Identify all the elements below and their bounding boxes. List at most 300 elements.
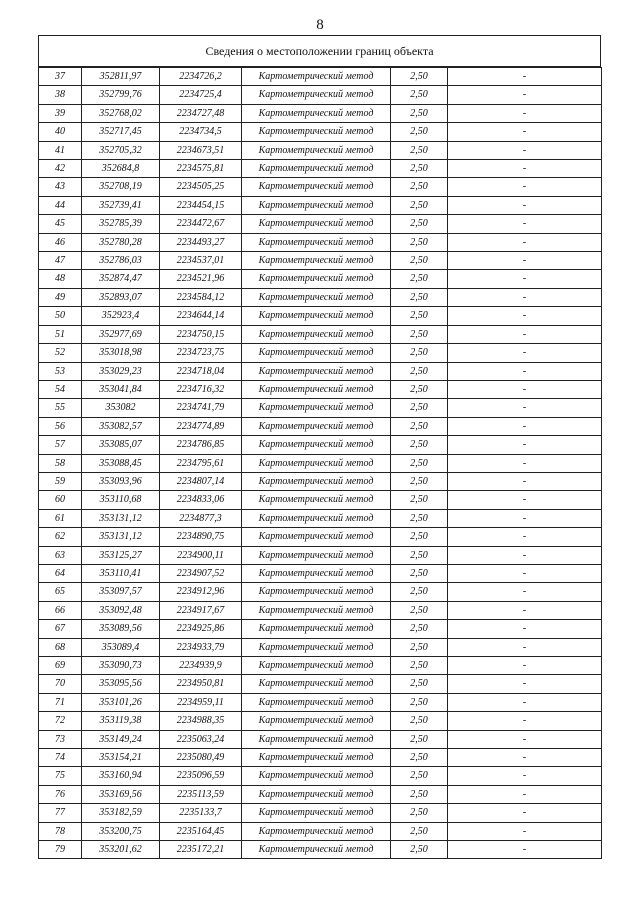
x-coordinate-cell: 353097,57 <box>82 583 160 601</box>
x-coordinate-cell: 352739,41 <box>82 196 160 214</box>
method-cell: Картометрический метод <box>242 472 391 490</box>
accuracy-cell: 2,50 <box>391 546 448 564</box>
x-coordinate-cell: 352811,97 <box>82 68 160 86</box>
description-cell: - <box>448 472 602 490</box>
description-cell: - <box>448 362 602 380</box>
table-row <box>39 215 602 233</box>
point-number-cell: 72 <box>39 712 82 730</box>
description-cell: - <box>448 638 602 656</box>
y-coordinate-cell: 2234900,11 <box>160 546 242 564</box>
table-row <box>39 693 602 711</box>
y-coordinate-cell: 2234933,79 <box>160 638 242 656</box>
accuracy-cell: 2,50 <box>391 160 448 178</box>
y-coordinate-cell: 2235113,59 <box>160 785 242 803</box>
method-cell: Картометрический метод <box>242 675 391 693</box>
description-cell: - <box>448 307 602 325</box>
description-cell: - <box>448 399 602 417</box>
y-coordinate-cell: 2234786,85 <box>160 436 242 454</box>
point-number-cell: 67 <box>39 620 82 638</box>
y-coordinate-cell: 2235133,7 <box>160 804 242 822</box>
y-coordinate-cell: 2234877,3 <box>160 509 242 527</box>
x-coordinate-cell: 353131,12 <box>82 509 160 527</box>
description-cell: - <box>448 730 602 748</box>
point-number-cell: 61 <box>39 509 82 527</box>
method-cell: Картометрический метод <box>242 344 391 362</box>
table-row <box>39 68 602 86</box>
y-coordinate-cell: 2235164,45 <box>160 822 242 840</box>
accuracy-cell: 2,50 <box>391 307 448 325</box>
description-cell: - <box>448 160 602 178</box>
table-row <box>39 141 602 159</box>
point-number-cell: 70 <box>39 675 82 693</box>
table-row <box>39 417 602 435</box>
accuracy-cell: 2,50 <box>391 270 448 288</box>
point-number-cell: 74 <box>39 749 82 767</box>
point-number-cell: 51 <box>39 325 82 343</box>
method-cell: Картометрический метод <box>242 380 391 398</box>
y-coordinate-cell: 2234673,51 <box>160 141 242 159</box>
method-cell: Картометрический метод <box>242 104 391 122</box>
accuracy-cell: 2,50 <box>391 362 448 380</box>
y-coordinate-cell: 2234734,5 <box>160 123 242 141</box>
point-number-cell: 77 <box>39 804 82 822</box>
method-cell: Картометрический метод <box>242 785 391 803</box>
method-cell: Картометрический метод <box>242 564 391 582</box>
table-row <box>39 675 602 693</box>
description-cell: - <box>448 546 602 564</box>
y-coordinate-cell: 2235096,59 <box>160 767 242 785</box>
accuracy-cell: 2,50 <box>391 417 448 435</box>
accuracy-cell: 2,50 <box>391 693 448 711</box>
y-coordinate-cell: 2234950,81 <box>160 675 242 693</box>
y-coordinate-cell: 2234718,04 <box>160 362 242 380</box>
x-coordinate-cell: 352799,76 <box>82 86 160 104</box>
x-coordinate-cell: 352684,8 <box>82 160 160 178</box>
method-cell: Картометрический метод <box>242 749 391 767</box>
y-coordinate-cell: 2234807,14 <box>160 472 242 490</box>
x-coordinate-cell: 353041,84 <box>82 380 160 398</box>
table-title: Сведения о местоположении границ объекта <box>38 35 601 67</box>
method-cell: Картометрический метод <box>242 270 391 288</box>
description-cell: - <box>448 841 602 859</box>
accuracy-cell: 2,50 <box>391 749 448 767</box>
accuracy-cell: 2,50 <box>391 564 448 582</box>
accuracy-cell: 2,50 <box>391 325 448 343</box>
point-number-cell: 66 <box>39 601 82 619</box>
table-row <box>39 601 602 619</box>
description-cell: - <box>448 454 602 472</box>
table-row <box>39 749 602 767</box>
point-number-cell: 64 <box>39 564 82 582</box>
accuracy-cell: 2,50 <box>391 104 448 122</box>
x-coordinate-cell: 353088,45 <box>82 454 160 472</box>
method-cell: Картометрический метод <box>242 417 391 435</box>
table-row <box>39 178 602 196</box>
table-row <box>39 491 602 509</box>
y-coordinate-cell: 2234575,81 <box>160 160 242 178</box>
point-number-cell: 40 <box>39 123 82 141</box>
method-cell: Картометрический метод <box>242 583 391 601</box>
method-cell: Картометрический метод <box>242 160 391 178</box>
point-number-cell: 63 <box>39 546 82 564</box>
method-cell: Картометрический метод <box>242 546 391 564</box>
accuracy-cell: 2,50 <box>391 380 448 398</box>
point-number-cell: 57 <box>39 436 82 454</box>
y-coordinate-cell: 2234833,06 <box>160 491 242 509</box>
x-coordinate-cell: 353089,56 <box>82 620 160 638</box>
method-cell: Картометрический метод <box>242 233 391 251</box>
y-coordinate-cell: 2234727,48 <box>160 104 242 122</box>
method-cell: Картометрический метод <box>242 491 391 509</box>
y-coordinate-cell: 2234537,01 <box>160 252 242 270</box>
accuracy-cell: 2,50 <box>391 528 448 546</box>
point-number-cell: 79 <box>39 841 82 859</box>
method-cell: Картометрический метод <box>242 822 391 840</box>
table-row <box>39 196 602 214</box>
point-number-cell: 71 <box>39 693 82 711</box>
boundary-table <box>38 67 602 859</box>
x-coordinate-cell: 353018,98 <box>82 344 160 362</box>
accuracy-cell: 2,50 <box>391 288 448 306</box>
point-number-cell: 62 <box>39 528 82 546</box>
method-cell: Картометрический метод <box>242 252 391 270</box>
description-cell: - <box>448 564 602 582</box>
point-number-cell: 41 <box>39 141 82 159</box>
description-cell: - <box>448 104 602 122</box>
method-cell: Картометрический метод <box>242 509 391 527</box>
x-coordinate-cell: 353082,57 <box>82 417 160 435</box>
accuracy-cell: 2,50 <box>391 712 448 730</box>
accuracy-cell: 2,50 <box>391 601 448 619</box>
y-coordinate-cell: 2234716,32 <box>160 380 242 398</box>
method-cell: Картометрический метод <box>242 601 391 619</box>
table-row <box>39 399 602 417</box>
x-coordinate-cell: 353125,27 <box>82 546 160 564</box>
accuracy-cell: 2,50 <box>391 638 448 656</box>
description-cell: - <box>448 491 602 509</box>
description-cell: - <box>448 288 602 306</box>
table-row <box>39 657 602 675</box>
method-cell: Картометрический метод <box>242 638 391 656</box>
x-coordinate-cell: 352785,39 <box>82 215 160 233</box>
x-coordinate-cell: 352893,07 <box>82 288 160 306</box>
description-cell: - <box>448 601 602 619</box>
point-number-cell: 55 <box>39 399 82 417</box>
point-number-cell: 50 <box>39 307 82 325</box>
method-cell: Картометрический метод <box>242 288 391 306</box>
x-coordinate-cell: 353082 <box>82 399 160 417</box>
x-coordinate-cell: 353110,68 <box>82 491 160 509</box>
table-row <box>39 436 602 454</box>
page-number: 8 <box>316 17 324 33</box>
point-number-cell: 45 <box>39 215 82 233</box>
x-coordinate-cell: 353182,59 <box>82 804 160 822</box>
method-cell: Картометрический метод <box>242 399 391 417</box>
x-coordinate-cell: 353090,73 <box>82 657 160 675</box>
point-number-cell: 73 <box>39 730 82 748</box>
table-row <box>39 583 602 601</box>
table-row <box>39 380 602 398</box>
x-coordinate-cell: 353169,56 <box>82 785 160 803</box>
x-coordinate-cell: 352780,28 <box>82 233 160 251</box>
table-row <box>39 454 602 472</box>
point-number-cell: 56 <box>39 417 82 435</box>
accuracy-cell: 2,50 <box>391 215 448 233</box>
accuracy-cell: 2,50 <box>391 675 448 693</box>
point-number-cell: 44 <box>39 196 82 214</box>
accuracy-cell: 2,50 <box>391 68 448 86</box>
y-coordinate-cell: 2234912,96 <box>160 583 242 601</box>
y-coordinate-cell: 2234959,11 <box>160 693 242 711</box>
point-number-cell: 58 <box>39 454 82 472</box>
accuracy-cell: 2,50 <box>391 620 448 638</box>
accuracy-cell: 2,50 <box>391 344 448 362</box>
description-cell: - <box>448 675 602 693</box>
table-row <box>39 270 602 288</box>
description-cell: - <box>448 344 602 362</box>
table-row <box>39 307 602 325</box>
y-coordinate-cell: 2234584,12 <box>160 288 242 306</box>
description-cell: - <box>448 215 602 233</box>
x-coordinate-cell: 352705,32 <box>82 141 160 159</box>
point-number-cell: 42 <box>39 160 82 178</box>
table-row <box>39 123 602 141</box>
method-cell: Картометрический метод <box>242 841 391 859</box>
method-cell: Картометрический метод <box>242 141 391 159</box>
x-coordinate-cell: 353089,4 <box>82 638 160 656</box>
y-coordinate-cell: 2234644,14 <box>160 307 242 325</box>
description-cell: - <box>448 68 602 86</box>
y-coordinate-cell: 2235063,24 <box>160 730 242 748</box>
point-number-cell: 37 <box>39 68 82 86</box>
table-row <box>39 252 602 270</box>
point-number-cell: 49 <box>39 288 82 306</box>
y-coordinate-cell: 2234917,67 <box>160 601 242 619</box>
accuracy-cell: 2,50 <box>391 785 448 803</box>
method-cell: Картометрический метод <box>242 86 391 104</box>
table-row <box>39 620 602 638</box>
x-coordinate-cell: 353160,94 <box>82 767 160 785</box>
boundary-table-sheet <box>38 35 601 859</box>
table-row <box>39 564 602 582</box>
description-cell: - <box>448 785 602 803</box>
method-cell: Картометрический метод <box>242 454 391 472</box>
y-coordinate-cell: 2235172,21 <box>160 841 242 859</box>
point-number-cell: 48 <box>39 270 82 288</box>
method-cell: Картометрический метод <box>242 528 391 546</box>
method-cell: Картометрический метод <box>242 325 391 343</box>
accuracy-cell: 2,50 <box>391 767 448 785</box>
description-cell: - <box>448 620 602 638</box>
accuracy-cell: 2,50 <box>391 141 448 159</box>
accuracy-cell: 2,50 <box>391 399 448 417</box>
y-coordinate-cell: 2234988,35 <box>160 712 242 730</box>
method-cell: Картометрический метод <box>242 68 391 86</box>
x-coordinate-cell: 353110,41 <box>82 564 160 582</box>
method-cell: Картометрический метод <box>242 123 391 141</box>
y-coordinate-cell: 2234750,15 <box>160 325 242 343</box>
accuracy-cell: 2,50 <box>391 822 448 840</box>
y-coordinate-cell: 2234774,89 <box>160 417 242 435</box>
table-row <box>39 546 602 564</box>
x-coordinate-cell: 352923,4 <box>82 307 160 325</box>
y-coordinate-cell: 2234741,79 <box>160 399 242 417</box>
description-cell: - <box>448 380 602 398</box>
table-row <box>39 841 602 859</box>
method-cell: Картометрический метод <box>242 196 391 214</box>
table-row <box>39 712 602 730</box>
table-row <box>39 767 602 785</box>
accuracy-cell: 2,50 <box>391 178 448 196</box>
y-coordinate-cell: 2234939,9 <box>160 657 242 675</box>
description-cell: - <box>448 270 602 288</box>
x-coordinate-cell: 352708,19 <box>82 178 160 196</box>
x-coordinate-cell: 353149,24 <box>82 730 160 748</box>
description-cell: - <box>448 749 602 767</box>
point-number-cell: 46 <box>39 233 82 251</box>
table-row <box>39 730 602 748</box>
table-row <box>39 233 602 251</box>
description-cell: - <box>448 436 602 454</box>
method-cell: Картометрический метод <box>242 657 391 675</box>
point-number-cell: 54 <box>39 380 82 398</box>
accuracy-cell: 2,50 <box>391 730 448 748</box>
method-cell: Картометрический метод <box>242 693 391 711</box>
description-cell: - <box>448 822 602 840</box>
y-coordinate-cell: 2234521,96 <box>160 270 242 288</box>
x-coordinate-cell: 353093,96 <box>82 472 160 490</box>
description-cell: - <box>448 86 602 104</box>
description-cell: - <box>448 178 602 196</box>
x-coordinate-cell: 353201,62 <box>82 841 160 859</box>
point-number-cell: 53 <box>39 362 82 380</box>
accuracy-cell: 2,50 <box>391 454 448 472</box>
method-cell: Картометрический метод <box>242 620 391 638</box>
accuracy-cell: 2,50 <box>391 196 448 214</box>
point-number-cell: 76 <box>39 785 82 803</box>
description-cell: - <box>448 252 602 270</box>
accuracy-cell: 2,50 <box>391 491 448 509</box>
point-number-cell: 47 <box>39 252 82 270</box>
x-coordinate-cell: 352768,02 <box>82 104 160 122</box>
description-cell: - <box>448 141 602 159</box>
table-row <box>39 804 602 822</box>
description-cell: - <box>448 123 602 141</box>
point-number-cell: 78 <box>39 822 82 840</box>
x-coordinate-cell: 353200,75 <box>82 822 160 840</box>
accuracy-cell: 2,50 <box>391 657 448 675</box>
method-cell: Картометрический метод <box>242 712 391 730</box>
table-row <box>39 288 602 306</box>
accuracy-cell: 2,50 <box>391 86 448 104</box>
x-coordinate-cell: 352786,03 <box>82 252 160 270</box>
accuracy-cell: 2,50 <box>391 252 448 270</box>
description-cell: - <box>448 509 602 527</box>
method-cell: Картометрический метод <box>242 362 391 380</box>
y-coordinate-cell: 2234725,4 <box>160 86 242 104</box>
point-number-cell: 52 <box>39 344 82 362</box>
table-row <box>39 638 602 656</box>
description-cell: - <box>448 233 602 251</box>
x-coordinate-cell: 352977,69 <box>82 325 160 343</box>
table-row <box>39 472 602 490</box>
point-number-cell: 43 <box>39 178 82 196</box>
table-row <box>39 528 602 546</box>
description-cell: - <box>448 325 602 343</box>
method-cell: Картометрический метод <box>242 767 391 785</box>
table-row <box>39 104 602 122</box>
description-cell: - <box>448 693 602 711</box>
accuracy-cell: 2,50 <box>391 509 448 527</box>
y-coordinate-cell: 2234493,27 <box>160 233 242 251</box>
accuracy-cell: 2,50 <box>391 123 448 141</box>
table-row <box>39 325 602 343</box>
table-row <box>39 785 602 803</box>
method-cell: Картометрический метод <box>242 178 391 196</box>
point-number-cell: 65 <box>39 583 82 601</box>
accuracy-cell: 2,50 <box>391 436 448 454</box>
table-row <box>39 344 602 362</box>
x-coordinate-cell: 353092,48 <box>82 601 160 619</box>
x-coordinate-cell: 353154,21 <box>82 749 160 767</box>
description-cell: - <box>448 657 602 675</box>
y-coordinate-cell: 2234925,86 <box>160 620 242 638</box>
x-coordinate-cell: 353029,23 <box>82 362 160 380</box>
accuracy-cell: 2,50 <box>391 841 448 859</box>
accuracy-cell: 2,50 <box>391 804 448 822</box>
point-number-cell: 39 <box>39 104 82 122</box>
method-cell: Картометрический метод <box>242 804 391 822</box>
table-row <box>39 86 602 104</box>
description-cell: - <box>448 767 602 785</box>
x-coordinate-cell: 353085,07 <box>82 436 160 454</box>
x-coordinate-cell: 352717,45 <box>82 123 160 141</box>
y-coordinate-cell: 2234726,2 <box>160 68 242 86</box>
accuracy-cell: 2,50 <box>391 472 448 490</box>
method-cell: Картометрический метод <box>242 436 391 454</box>
description-cell: - <box>448 417 602 435</box>
y-coordinate-cell: 2234472,67 <box>160 215 242 233</box>
y-coordinate-cell: 2234907,52 <box>160 564 242 582</box>
point-number-cell: 60 <box>39 491 82 509</box>
description-cell: - <box>448 804 602 822</box>
method-cell: Картометрический метод <box>242 215 391 233</box>
description-cell: - <box>448 528 602 546</box>
table-row <box>39 509 602 527</box>
description-cell: - <box>448 583 602 601</box>
table-row <box>39 822 602 840</box>
point-number-cell: 38 <box>39 86 82 104</box>
description-cell: - <box>448 196 602 214</box>
point-number-cell: 68 <box>39 638 82 656</box>
table-row <box>39 362 602 380</box>
x-coordinate-cell: 352874,47 <box>82 270 160 288</box>
y-coordinate-cell: 2234723,75 <box>160 344 242 362</box>
point-number-cell: 59 <box>39 472 82 490</box>
method-cell: Картометрический метод <box>242 307 391 325</box>
description-cell: - <box>448 712 602 730</box>
x-coordinate-cell: 353101,26 <box>82 693 160 711</box>
table-body <box>39 68 602 859</box>
x-coordinate-cell: 353095,56 <box>82 675 160 693</box>
table-row <box>39 160 602 178</box>
method-cell: Картометрический метод <box>242 730 391 748</box>
x-coordinate-cell: 353131,12 <box>82 528 160 546</box>
y-coordinate-cell: 2234795,61 <box>160 454 242 472</box>
y-coordinate-cell: 2234890,75 <box>160 528 242 546</box>
y-coordinate-cell: 2235080,49 <box>160 749 242 767</box>
point-number-cell: 75 <box>39 767 82 785</box>
